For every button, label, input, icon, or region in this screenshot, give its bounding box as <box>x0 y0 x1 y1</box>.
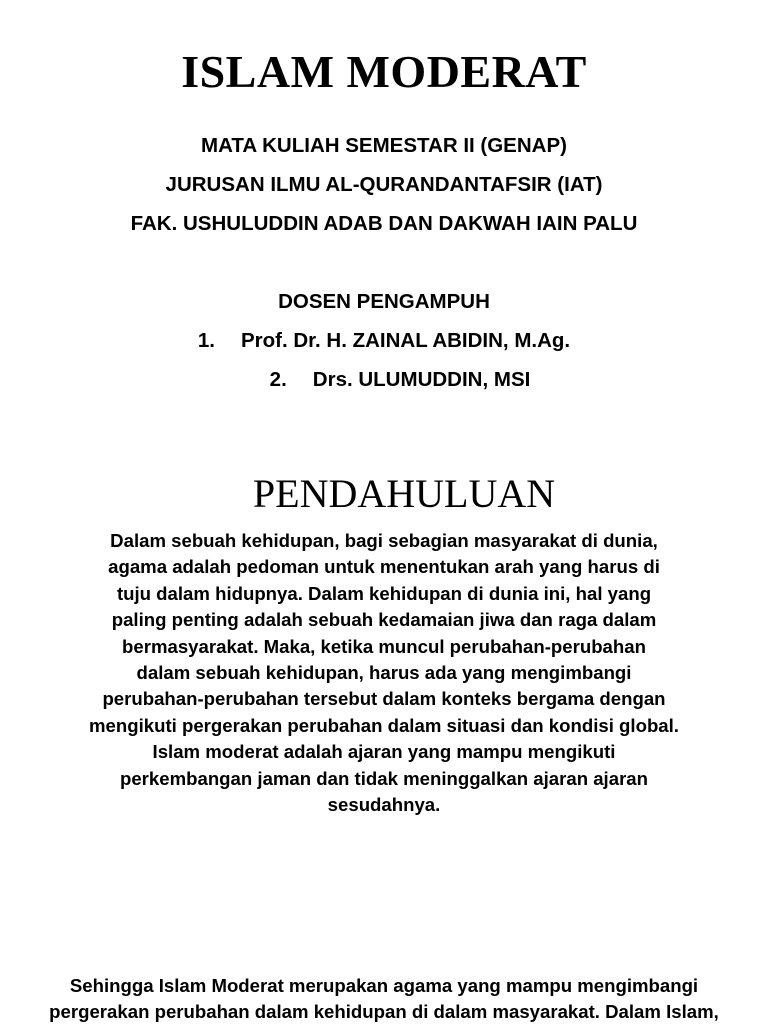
course-info-department: JURUSAN ILMU AL-QURANDANTAFSIR (IAT) <box>165 173 603 196</box>
paragraph-line: Islam moderat adalah ajaran yang mampu mengikuti <box>152 741 616 763</box>
paragraph-line: pergerakan perubahan dalam kehidupan di dalam masyarakat. Dalam Islam, <box>49 1001 719 1023</box>
course-info-faculty: FAK. USHULUDDIN ADAB DAN DAKWAH IAIN PALU <box>130 212 638 235</box>
paragraph-line: tuju dalam hidupnya. Dalam kehidupan di dunia ini, hal yang <box>116 582 652 604</box>
paragraph-line: bermasyarakat. Maka, ketika muncul perubahan-perubahan <box>122 635 646 657</box>
section-title: PENDAHULUAN <box>252 471 556 516</box>
lecturer-item <box>0 361 768 399</box>
paragraph-line: Sehingga Islam Moderat merupakan agama yang mampu mengimbangi <box>69 975 699 996</box>
lecturer-heading: DOSEN PENGAMPUH <box>278 290 490 313</box>
paragraph-line: dalam sebuah kehidupan, harus ada yang mengimbangi <box>136 662 632 684</box>
paragraph-line: paling penting adalah sebuah kedamaian jiwa dan raga dalam <box>111 609 657 631</box>
lecturer-name: Drs. ULUMUDDIN, MSI <box>312 368 531 391</box>
paragraph-line: mengikuti pergerakan perubahan dalam situasi dan kondisi global. <box>89 714 679 736</box>
paragraph-line: agama adalah pedoman untuk menentukan arah yang harus di <box>108 556 660 578</box>
paragraph-line: Dalam sebuah kehidupan, bagi sebagian masyarakat di dunia, <box>110 530 658 551</box>
paragraph-line: sesudahnya. <box>327 794 441 816</box>
paragraph-line: perkembangan jaman dan tidak meninggalkan ajaran ajaran <box>119 767 649 789</box>
course-info-semester: MATA KULIAH SEMESTAR II (GENAP) <box>201 134 567 157</box>
lecturer-name: Prof. Dr. H. ZAINAL ABIDIN, M.Ag. <box>240 329 571 352</box>
document-title: ISLAM MODERAT <box>181 46 587 97</box>
intro-paragraph <box>20 528 748 818</box>
lecturer-number: 1. <box>197 329 215 352</box>
lecturer-number: 2. <box>269 368 287 391</box>
lecturer-item <box>0 322 768 360</box>
paragraph-line: perubahan-perubahan tersebut dalam konteks bergama dengan <box>102 688 666 710</box>
second-paragraph <box>20 973 748 1024</box>
